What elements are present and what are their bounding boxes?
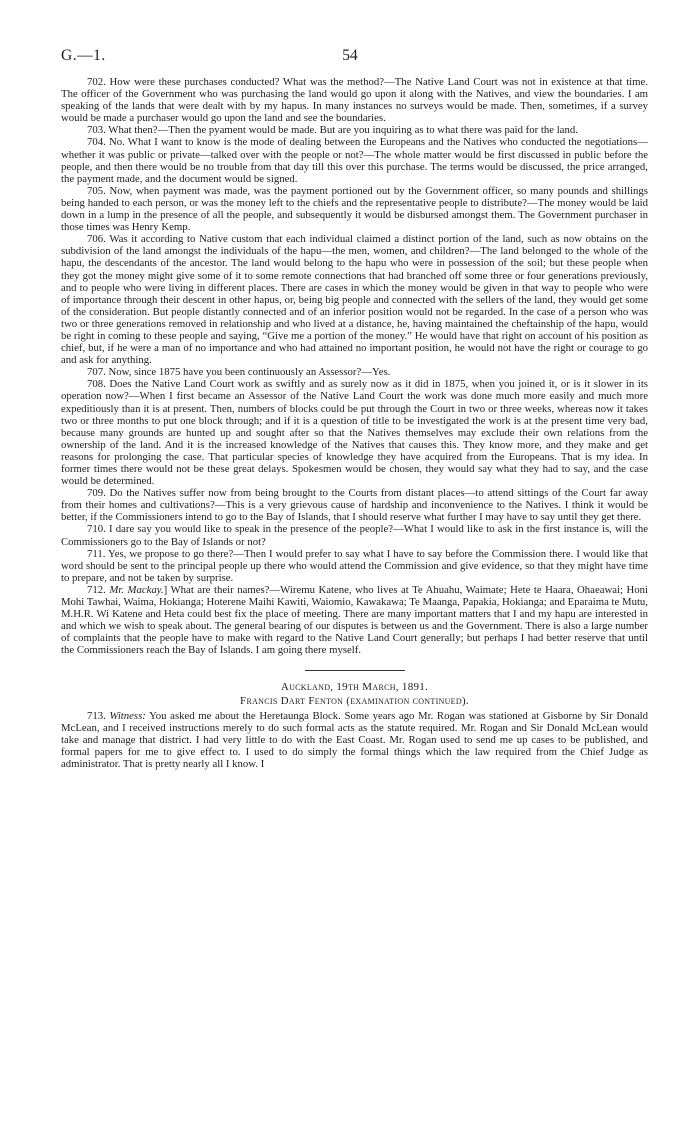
paragraph-text: ] What are their names?—Wiremu Katene, who lives at Te Ahuahu, Waimate; Hete te Haara, Ohaeawai; Honi Mohi Tawhai, Waima, Hokianga; Hoterene Maihi Kawiti, Waiomio, Kawakawa; Te Maanga, Papakia, Hokianga; and Eparaima te Mutu, M.H.R. Wi Katene and Heta could best fix the place of meeting. There are many important matters that I and my hapu are interested in and which we wish to speak about. The general bearing of our disputes is between us and the Government. There is also a large number of complaints that the people have to make with regard to the Native Land Court generally; but perhaps I had better reserve that until the Commissioners reach the Bay of Islands. I am going there myself. xyxy=(61,583,649,657)
paragraph-710: 710. I dare say you would like to speak in the presence of the people?—What I would like to ask in the first instance is, will the Commissioners go to the Bay of Islands or not? xyxy=(61,523,648,548)
paragraph-705: 705. Now, when payment was made, was the payment portioned out by the Government officer, so many pounds and shillings being handed to each person, or was the money left to the chiefs and the representative people to distribute?—The money would be laid down in a lump in the presence of all the people, and subsequently it would be disbursed amongst them. The Government purchaser in those times was Henry Kemp. xyxy=(61,184,648,234)
witness-heading-text: Francis Dart Fenton (examination continued). xyxy=(240,694,469,707)
document-code: G.—1. xyxy=(61,47,106,64)
paragraph-704: 704. No. What I want to know is the mode of dealing between the Europeans and the Natives who conducted the negotiations—whether it was public or private—talked over with the people or not?—The whole matter would be first discussed in public before the people, and then there would be no trouble from that day till this over this purchase. The terms would be discussed, the price arranged, the payment made, and the document would be signed. xyxy=(61,136,648,185)
paragraph-703: 703. What then?—Then the pyament would be made. But are you inquiring as to what there was paid for the land. xyxy=(87,124,578,137)
speaker-name: Mr. Mackay. xyxy=(109,583,164,596)
paragraph-706: 706. Was it according to Native custom that each individual claimed a distinct portion of the land, such as now obtains on the subdivision of the land amongst the individuals of the hapu—the men, women, and children?—The land belonged to the whole of the hapu, the descendants of the ancestor. The land would belong to the hapu who were in possession of the soil; but these people when they got the money might give some of it to some remote connections that had branched off some three or four generations previously, and to people who were living in different places. There are cases in which the money would be given in that way to people who were of importance through their descent in other hapus, or, being big people and connected with the sellers of the land, they would get some of the consideration. But people distantly connected and of an inferior position would not be regarded. In the case of a person who was two or three generations removed in relationship and who lived at a distance, he, having maintained the cheftainship of the hapu, would be right in coming to these people and saying, “Give me a portion of the money.” He would have that right on account of his position as chief, but, if he were a man of no importance and who had attained no important position, he would not have the right or courage to go and ask for anything. xyxy=(61,233,648,367)
page-number: 54 xyxy=(342,47,358,64)
paragraph-702: 702. How were these purchases conducted? What was the method?—The Native Land Court was not in existence at that time. The officer of the Government who was purchasing the land would go upon it along with the Natives, and view the boundaries. I am speaking of the lands that were dealt with by my hapus. In many instances no surveys would be made. Then, sometimes, if a survey would be made a purchaser would go upon the land and see the boundaries. xyxy=(61,76,648,125)
paragraph-text: You asked me about the Heretaunga Block. Some years ago Mr. Rogan was stationed at Gisborne by Sir Donald McLean, and I received instructions merely to do such formal acts as the statute required. Mr. Rogan and Sir Donald McLean would take and manage that district. I had very little to do with the East Coast. Mr. Rogan used to send me up cases to be published, and formal papers for me to give effect to. I used to do simply the formal things which the law required from the Chief Judge as administrator. That is pretty nearly all I know. I xyxy=(61,709,649,771)
speaker-name: Witness: xyxy=(109,709,146,722)
paragraph-712 xyxy=(61,584,648,657)
document-body xyxy=(61,76,648,770)
paragraph-708: 708. Does the Native Land Court work as swiftly and as surely now as it did in 1875, when you joined it, or is it slower in its operation now?—When I first became an Assessor of the Native Land Court the work was done much more easily and much more expeditiously than it is at present. Then, numbers of blocks could be put through the Court in two or three weeks, whereas now it takes two or three months to put one block through; and if it is a question of title to be investigated the work is at the present time very bad, because many grounds are hunted up and sought after so that the Natives themselves may exclude their own relations from the ownership of the land. And it is the increased knowledge of the Natives that causes this. They know more, and they make and get reasons for prolonging the case. That particular species of knowledge they have acquired from the Europeans. That is my idea. In former times there would not be these great delays. Spokesmen would be chosen, they would say what they had to say, and the case would be determined. xyxy=(61,378,648,488)
paragraph-707: 707. Now, since 1875 have you been continuously an Assessor?—Yes. xyxy=(87,366,391,379)
paragraph-713 xyxy=(61,710,648,770)
dateline: Auckland, 19th March, 1891. xyxy=(280,680,429,693)
section-divider xyxy=(305,670,405,671)
witness-heading xyxy=(61,695,648,707)
paragraph-709: 709. Do the Natives suffer now from being brought to the Courts from distant places—to attend sittings of the Court far away from their homes and cultivations?—This is a very grievous cause of hardship and inconvenience to the Natives. I think it would be better, if the Commissioners intend to go to the Bay of Islands, that I should reserve what further I may have to say until they get there. xyxy=(61,487,648,524)
paragraph-711: 711. Yes, we propose to go there?—Then I would prefer to say what I have to say before the Commission there. I would like that word should be sent to the principal people up there who would attend the Commission and give evidence, so that they might have time to prepare, and not be taken by surprise. xyxy=(61,547,648,584)
paragraph-number: 712. xyxy=(87,583,110,596)
paragraph-number: 713. xyxy=(87,709,110,722)
